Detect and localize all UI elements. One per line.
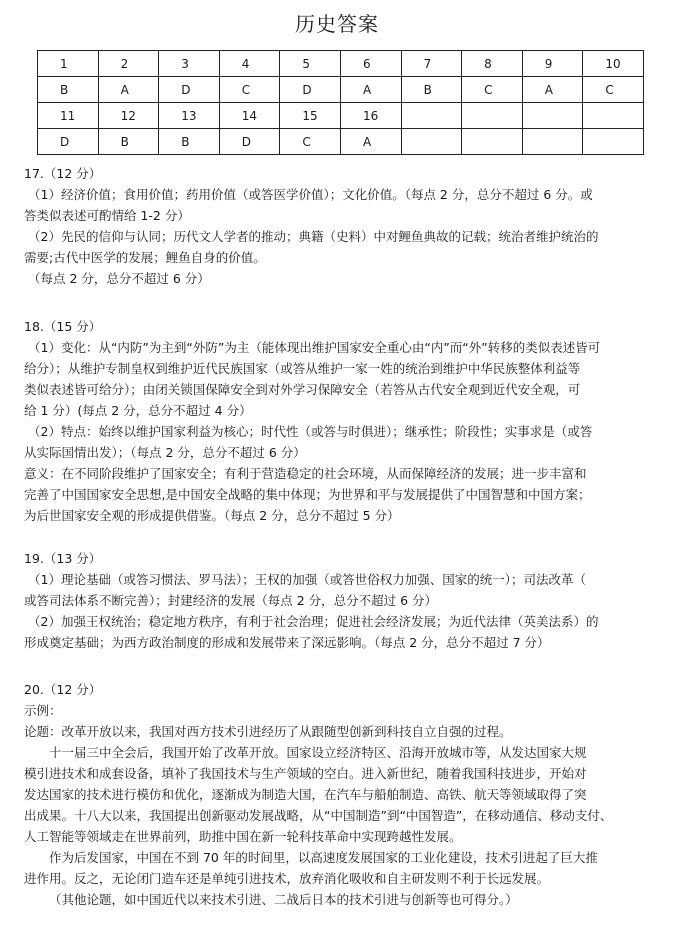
answer-table-cell (583, 129, 644, 155)
answer-table-cell: D (38, 129, 99, 155)
answer-table-cell: 4 (219, 51, 280, 77)
q18-line: （2）特点：始终以维护国家利益为核心；时代性（或答与时俱进）；继承性；阶段性；实事求是（或答 (28, 424, 593, 439)
answer-table-answer-row (38, 129, 644, 155)
answer-table-cell: 12 (98, 103, 159, 129)
q17-line: （每点 2 分，总分不超过 6 分） (28, 271, 210, 286)
answer-table-cell: C (462, 77, 523, 103)
q18-line: 类似表述皆可给分）；由闭关锁国保障安全到对外学习保障安全（若答从古代安全观到近代安全观，可 (24, 382, 581, 397)
answer-table-cell: 1 (38, 51, 99, 77)
page-title: 历史答案 (295, 12, 379, 36)
q19-line: （1）理论基础（或答习惯法、罗马法）；王权的加强（或答世俗权力加强、国家的统一）；司法改革（ (28, 572, 586, 587)
q20-line: 十一届三中全会后，我国开始了改革开放。国家设立经济特区、沿海开放城市等，从发达国家大规 (49, 745, 587, 760)
q18-line: （1）变化：从“内防”为主到“外防”为主（能体现出维护国家安全重心由“内”而“外”转移的类似表述皆可 (28, 340, 601, 355)
answer-table-cell (522, 103, 583, 129)
q18-line: 给分）；从维护专制皇权到维护近代民族国家（或答从维护一家一姓的统治到维护中华民族整体利益等 (24, 361, 581, 376)
q18-line: 完善了中国国家安全思想,是中国安全战略的集中体现；为世界和平与发展提供了中国智慧和中国方案； (24, 487, 591, 502)
answer-table-cell: 6 (340, 51, 401, 77)
q20-line: 作为后发国家，中国在不到 70 年的时间里，以高速度发展国家的工业化建设，技术引进起了巨大推 (49, 850, 598, 865)
q20-note: （其他论题，如中国近代以来技术引进、二战后日本的技术引进与创新等也可得分。） (49, 892, 518, 907)
answer-table-cell (522, 129, 583, 155)
question-20 (24, 679, 664, 910)
answer-table-cell (462, 129, 523, 155)
question-18 (24, 316, 664, 526)
answer-table-cell: A (340, 129, 401, 155)
q18-line: 意义：在不同阶段维护了国家安全；有利于营造稳定的社会环境，从而保障经济的发展；进一步丰富和 (24, 466, 587, 481)
question-19 (24, 548, 664, 653)
q18-line: 为后世国家安全观的形成提供借鉴。（每点 2 分，总分不超过 5 分） (24, 508, 400, 523)
answer-table-cell: B (159, 129, 220, 155)
answer-table-cell: A (340, 77, 401, 103)
answer-table-cell: 8 (462, 51, 523, 77)
q20-line: 出成果。十八大以来，我国提出创新驱动发展战略，从“中国制造”到“中国智造”，在移动通信、移动支付、 (24, 808, 613, 823)
q18-line: 给 1 分）(每点 2 分，总分不超过 4 分） (24, 403, 252, 418)
q17-line: （1）经济价值；食用价值；药用价值（或答医学价值）；文化价值。（每点 2 分，总分不超过 6 分。或 (28, 187, 593, 202)
answer-table-answer-row (38, 77, 644, 103)
answer-table-cell: 5 (280, 51, 341, 77)
q20-line: 模引进技术和成套设备，填补了我国技术与生产领域的空白。进入新世纪，随着我国科技进步，开始对 (24, 766, 587, 781)
answer-table-cell: A (98, 77, 159, 103)
answer-table-cell: 16 (340, 103, 401, 129)
answer-table-number-row (38, 51, 644, 77)
q19-line: （2）加强王权统治；稳定地方秩序，有利于社会治理；促进社会经济发展；为近代法律（英美法系）的 (28, 614, 599, 629)
question-19-header: 19.（13 分） (24, 551, 102, 566)
answer-table-cell (462, 103, 523, 129)
q17-line: 答类似表述可酌情给 1-2 分） (24, 208, 190, 223)
answer-table-cell: 15 (280, 103, 341, 129)
q17-line: 需要;古代中医学的发展；鲤鱼自身的价值。 (24, 250, 266, 265)
answer-table-cell: B (38, 77, 99, 103)
answer-table-cell: 3 (159, 51, 220, 77)
q20-line: 进作用。反之，无论闭门造车还是单纯引进技术，放弃消化吸收和自主研发则不利于长远发展。 (24, 871, 550, 886)
question-18-header: 18.（15 分） (24, 319, 102, 334)
answer-table-cell: A (522, 77, 583, 103)
answer-table (37, 50, 644, 155)
q20-line: 发达国家的技术进行模仿和优化，逐渐成为制造大国，在汽车与船舶制造、高铁、航天等领域取得了突 (24, 787, 587, 802)
answer-table-cell: 13 (159, 103, 220, 129)
answer-table-cell: B (98, 129, 159, 155)
question-17-header: 17.（12 分） (24, 166, 102, 181)
q18-line: 从实际国情出发）；（每点 2 分，总分不超过 6 分） (24, 445, 306, 460)
answer-table-cell: 14 (219, 103, 280, 129)
answer-table-cell: 7 (401, 51, 462, 77)
answer-table-cell: 11 (38, 103, 99, 129)
answer-table-cell: D (280, 77, 341, 103)
answer-table-cell: C (280, 129, 341, 155)
answer-table-cell (401, 129, 462, 155)
q20-thesis: 论题：改革开放以来，我国对西方技术引进经历了从跟随型创新到科技自立自强的过程。 (24, 724, 512, 739)
answer-table-cell: D (219, 129, 280, 155)
question-20-header: 20.（12 分） (24, 682, 102, 697)
answer-table-number-row (38, 103, 644, 129)
answer-table-cell: 2 (98, 51, 159, 77)
answer-table-cell: D (159, 77, 220, 103)
q19-line: 或答司法体系不断完善）；封建经济的发展（每点 2 分，总分不超过 6 分） (24, 593, 438, 608)
answer-table-cell: B (401, 77, 462, 103)
q20-example-label: 示例： (24, 703, 62, 718)
answer-table-cell: C (219, 77, 280, 103)
answer-table-cell: C (583, 77, 644, 103)
answer-table-cell (401, 103, 462, 129)
question-17 (24, 163, 664, 289)
q20-line: 人工智能等领域走在世界前列，助推中国在新一轮科技革命中实现跨越性发展。 (24, 829, 462, 844)
q19-line: 形成奠定基础；为西方政治制度的形成和发展带来了深远影响。（每点 2 分，总分不超过 7 分） (24, 635, 550, 650)
answer-table-cell (583, 103, 644, 129)
q17-line: （2）先民的信仰与认同；历代文人学者的推动；典籍（史料）中对鲤鱼典故的记载；统治者维护统治的 (28, 229, 599, 244)
answer-table-cell: 9 (522, 51, 583, 77)
answer-table-cell: 10 (583, 51, 644, 77)
